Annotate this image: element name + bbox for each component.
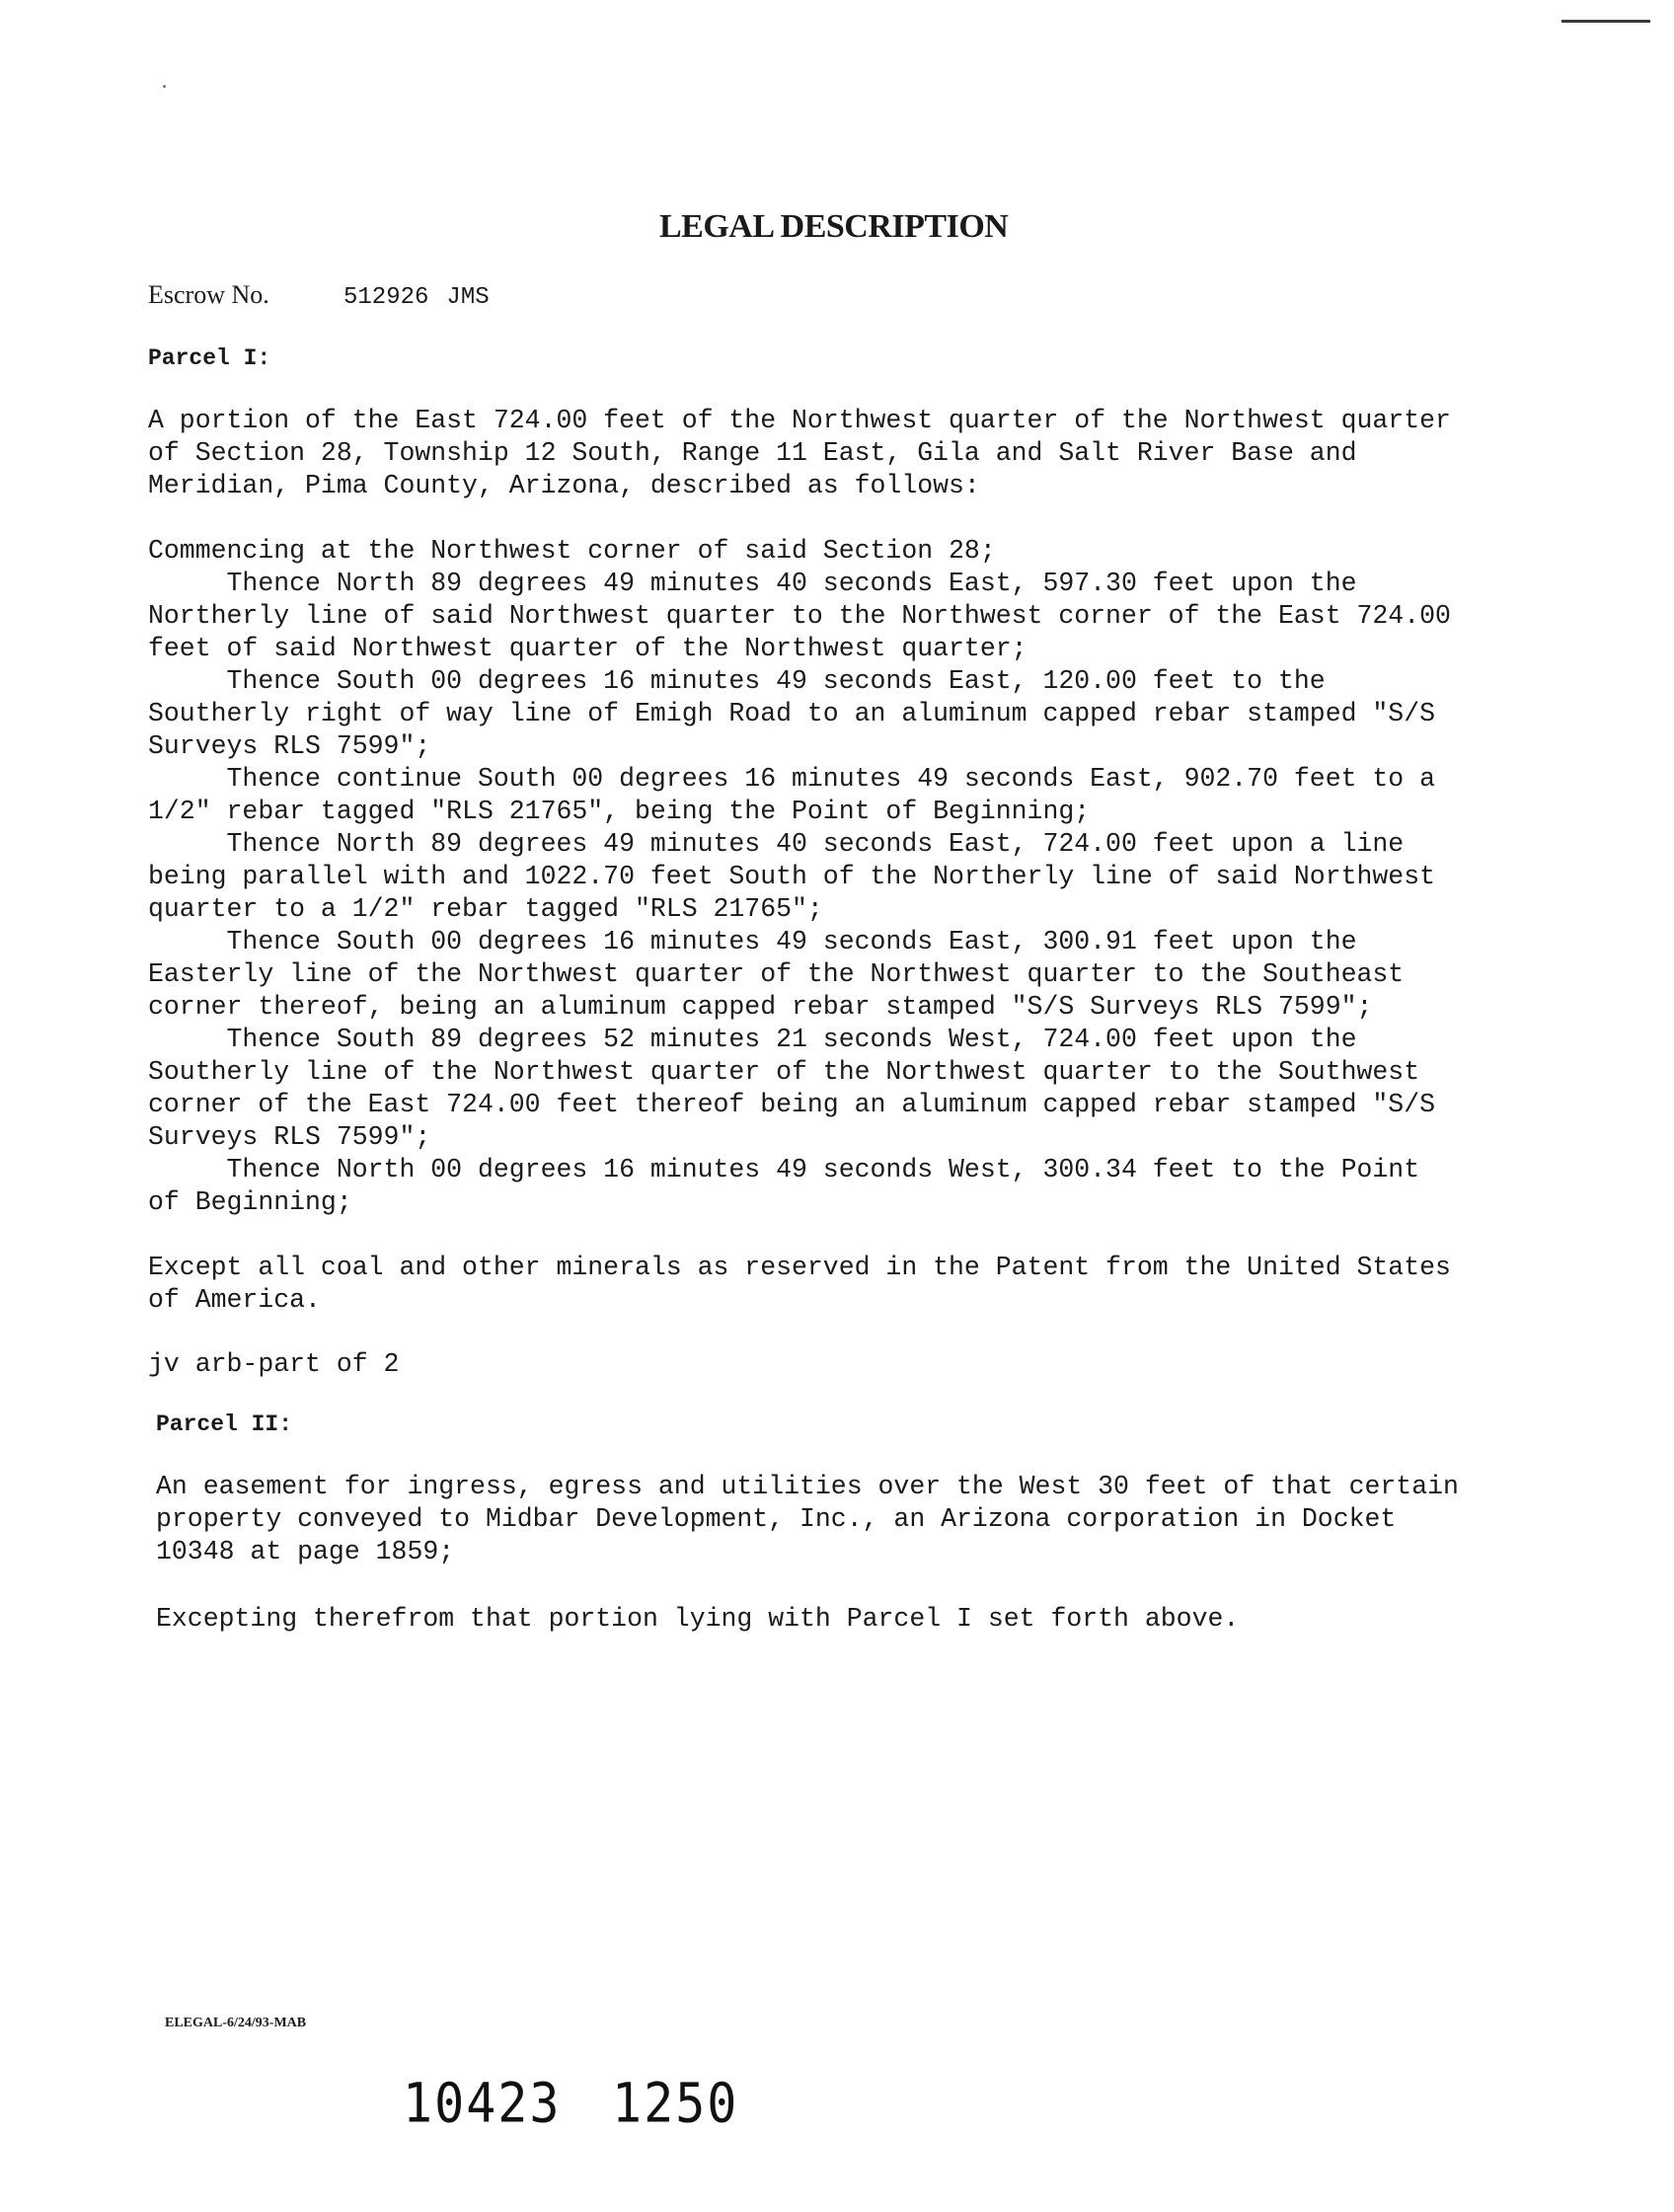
parcel-1-intro xyxy=(148,405,1540,502)
course-line: feet of said Northwest quarter of the Northwest quarter; xyxy=(148,634,1027,663)
course-line: of Beginning; xyxy=(148,1187,352,1217)
course-line: Northerly line of said Northwest quarter to the Northwest corner of the East 724.00 xyxy=(148,601,1451,631)
intro-line: A portion of the East 724.00 feet of the Northwest quarter of the Northwest quarter xyxy=(148,406,1451,435)
exception-line: Except all coal and other minerals as reserved in the Patent from the United States xyxy=(148,1253,1451,1282)
course-line: Thence North 89 degrees 49 minutes 40 seconds East, 597.30 feet upon the xyxy=(148,569,1357,598)
course-line: Surveys RLS 7599"; xyxy=(148,731,431,761)
course-line: Commencing at the Northwest corner of said Section 28; xyxy=(148,536,996,566)
exception-line: of America. xyxy=(148,1285,321,1315)
parcel-2-excepting xyxy=(156,1603,1548,1636)
parcel-note xyxy=(148,1348,1540,1381)
course-line: Thence North 00 degrees 16 minutes 49 seconds West, 300.34 feet to the Point xyxy=(148,1155,1420,1184)
parcel-1-exception xyxy=(148,1252,1540,1317)
easement-line: An easement for ingress, egress and utilities over the West 30 feet of that certain xyxy=(156,1472,1459,1501)
parcel-2-easement xyxy=(156,1471,1548,1568)
document-title: LEGAL DESCRIPTION xyxy=(659,208,1009,245)
course-line: Thence South 00 degrees 16 minutes 49 seconds East, 300.91 feet upon the xyxy=(148,927,1357,956)
escrow-row xyxy=(148,280,490,311)
course-line: Thence South 00 degrees 16 minutes 49 seconds East, 120.00 feet to the xyxy=(148,666,1326,696)
escrow-label: Escrow No. xyxy=(148,280,269,309)
course-line: Thence South 89 degrees 52 minutes 21 seconds West, 724.00 feet upon the xyxy=(148,1025,1357,1054)
course-line: Southerly right of way line of Emigh Road to an aluminum capped rebar stamped "S/S xyxy=(148,699,1436,728)
easement-line: property conveyed to Midbar Development, Inc., an Arizona corporation in Docket xyxy=(156,1504,1397,1534)
intro-line: of Section 28, Township 12 South, Range 11 East, Gila and Salt River Base and xyxy=(148,438,1357,468)
course-line: corner thereof, being an aluminum capped rebar stamped "S/S Surveys RLS 7599"; xyxy=(148,992,1373,1022)
form-code: ELEGAL-6/24/93-MAB xyxy=(165,2016,307,2030)
course-line: Thence North 89 degrees 49 minutes 40 seconds East, 724.00 feet upon a line xyxy=(148,829,1405,859)
excepting-line: Excepting therefrom that portion lying with Parcel I set forth above. xyxy=(156,1604,1240,1634)
docket-book-stamp: 10423 xyxy=(403,2072,562,2135)
course-line: Surveys RLS 7599"; xyxy=(148,1122,431,1152)
easement-line: 10348 at page 1859; xyxy=(156,1537,455,1566)
course-line: corner of the East 724.00 feet thereof being an aluminum capped rebar stamped "S/S xyxy=(148,1090,1436,1119)
escrow-number: 512926 xyxy=(343,284,429,311)
course-line: Thence continue South 00 degrees 16 minutes 49 seconds East, 902.70 feet to a xyxy=(148,764,1436,794)
course-line: 1/2" rebar tagged "RLS 21765", being the Point of Beginning; xyxy=(148,797,1091,826)
escrow-initials: JMS xyxy=(446,284,490,311)
course-line: quarter to a 1/2" rebar tagged "RLS 21765"; xyxy=(148,894,823,924)
course-line: Southerly line of the Northwest quarter of the Northwest quarter to the Southwest xyxy=(148,1057,1420,1087)
scan-edge-mark xyxy=(1561,20,1650,23)
scan-speck xyxy=(163,85,166,88)
parcel-1-courses xyxy=(148,535,1540,1219)
note-line: jv arb-part of 2 xyxy=(148,1349,400,1379)
parcel-1-heading: Parcel I: xyxy=(148,345,271,371)
course-line: Easterly line of the Northwest quarter of the Northwest quarter to the Southeast xyxy=(148,959,1405,989)
course-line: being parallel with and 1022.70 feet South of the Northerly line of said Northwest xyxy=(148,862,1436,891)
intro-line: Meridian, Pima County, Arizona, described as follows: xyxy=(148,471,980,500)
docket-page-stamp: 1250 xyxy=(612,2072,739,2135)
parcel-2-heading: Parcel II: xyxy=(156,1411,293,1437)
